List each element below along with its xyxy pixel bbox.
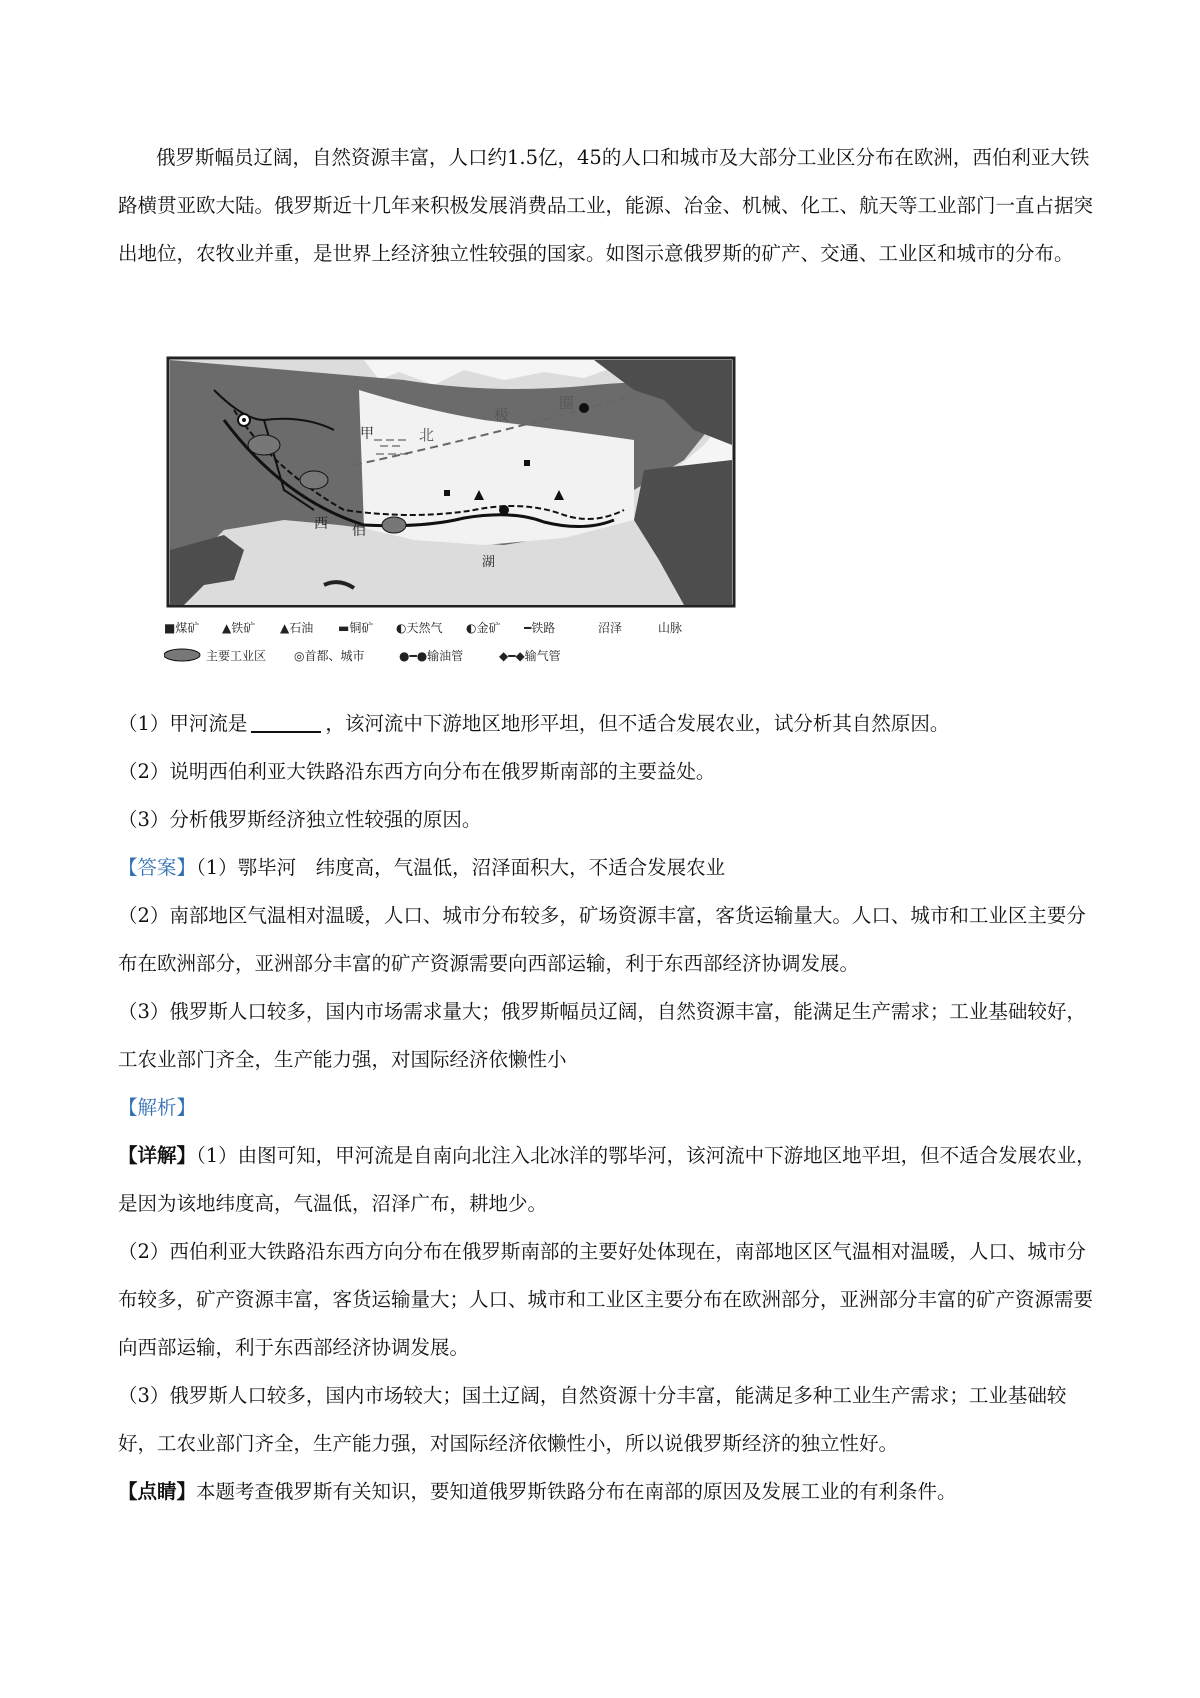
key-point-tag: 【点睛】	[118, 1480, 197, 1503]
answer-blank	[251, 709, 321, 733]
map-label-north-circle-1: 北	[419, 426, 435, 444]
map-frame	[168, 358, 734, 606]
answer-line-1	[118, 844, 1100, 892]
detail-2: （2）西伯利亚大铁路沿东西方向分布在俄罗斯南部的主要好处体现在，南部地区区气温相对温暖，人口、城市分布较多，矿产资源丰富，客货运输量大；人口、城市和工业区主要分布在欧洲部分，亚洲部分丰富的矿产资源需要向西部运输，利于东西部经济协调发展。	[118, 1240, 1094, 1359]
russia-resource-map	[164, 350, 752, 680]
map-label-lake: 湖	[482, 555, 496, 570]
legend-copper: ▬铜矿	[338, 621, 374, 635]
legend-oil-pipeline: ●━●输油管	[399, 649, 464, 663]
question-1-pre: （1）甲河流是	[118, 712, 248, 735]
legend-oil: ▲石油	[280, 621, 314, 635]
key-point	[118, 1468, 1100, 1516]
legend-gold: ◐金矿	[466, 621, 501, 635]
analysis-tag: 【解析】	[118, 1096, 197, 1119]
map-label-north-circle-3: 圈	[559, 394, 575, 412]
question-1-post: ，该河流中下游地区地形平坦，但不适合发展农业，试分析其自然原因。	[325, 712, 950, 735]
question-2: （2）说明西伯利亚大铁路沿东西方向分布在俄罗斯南部的主要益处。	[118, 760, 716, 783]
question-1	[118, 700, 1100, 748]
legend-gas: ◐天然气	[396, 621, 443, 635]
question-3: （3）分析俄罗斯经济独立性较强的原因。	[118, 808, 482, 831]
detail-1-text: （1）由图可知，甲河流是自南向北注入北冰洋的鄂毕河，该河流中下游地区地平坦，但不适合发展农业，是因为该地纬度高，气温低，沼泽广布，耕地少。	[118, 1144, 1096, 1215]
legend-iron: ▲铁矿	[222, 621, 256, 635]
detail-3: （3）俄罗斯人口较多，国内市场较大；国土辽阔，自然资源十分丰富，能满足多种工业生产需求；工业基础较好，工农业部门齐全，生产能力强，对国际经济依懒性小，所以说俄罗斯经济的独立性好。	[118, 1384, 1067, 1455]
legend-coal: ■煤矿	[164, 621, 200, 635]
map-label-siberia-2: 伯	[352, 523, 366, 539]
detail-tag: 【详解】	[118, 1144, 197, 1167]
answer-3: （3）俄罗斯人口较多，国内市场需求量大；俄罗斯幅员辽阔，自然资源丰富，能满足生产需求；工业基础较好，工农业部门齐全，生产能力强，对国际经济依懒性小	[118, 1000, 1086, 1071]
map-label-siberia-1: 西	[314, 516, 328, 532]
map-label-jia: 甲	[360, 426, 374, 442]
map-label-north-circle-2: 极	[494, 406, 510, 424]
legend-capital-city: ◎首都、城市	[294, 649, 365, 663]
legend-mountain: 山脉	[658, 621, 683, 635]
legend-industrial-zone: 主要工业区	[206, 649, 267, 663]
intro-paragraph: 俄罗斯幅员辽阔，自然资源丰富，人口约1.5亿，45的人口和城市及大部分工业区分布在欧洲，西伯利亚大铁路横贯亚欧大陆。俄罗斯近十几年来积极发展消费品工业，能源、冶金、机械、化工、航天等工业部门一直占据突出地位，农牧业并重，是世界上经济独立性较强的国家。如图示意俄罗斯的矿产、交通、工业区和城市的分布。	[118, 146, 1094, 265]
key-point-text: 本题考查俄罗斯有关知识，要知道俄罗斯铁路分布在南部的原因及发展工业的有利条件。	[196, 1480, 957, 1503]
legend-railway: ━铁路	[524, 621, 556, 635]
legend-gas-pipeline: ◆━◆输气管	[499, 649, 561, 663]
answer-tag: 【答案】	[118, 856, 197, 879]
analysis-tag-line	[118, 1084, 1100, 1132]
answer-2: （2）南部地区气温相对温暖，人口、城市分布较多，矿场资源丰富，客货运输量大。人口、城市和工业区主要分布在欧洲部分，亚洲部分丰富的矿产资源需要向西部运输，利于东西部经济协调发展。	[118, 904, 1086, 975]
detail-1	[118, 1132, 1100, 1228]
legend-swamp: 沼泽	[598, 621, 623, 635]
answer-1: （1）鄂毕河 纬度高，气温低，沼泽面积大，不适合发展农业	[196, 856, 726, 879]
